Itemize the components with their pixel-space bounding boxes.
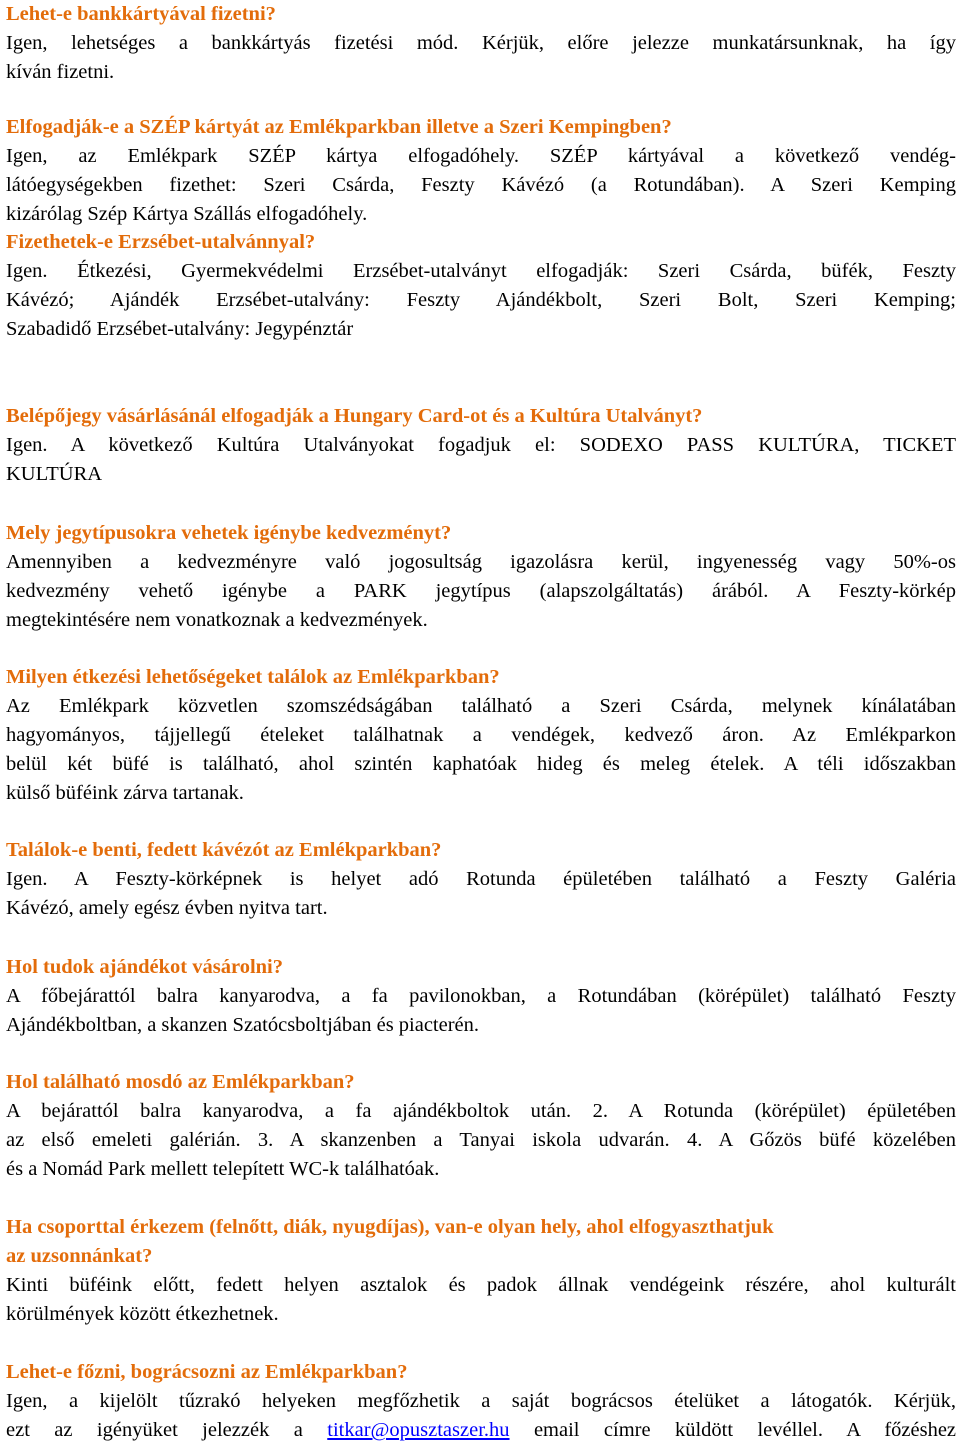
faq-item <box>6 1068 956 1184</box>
answer-line: kedvezmény vehető igénybe a PARK jegytípus (alapszolgáltatás) árából. A Feszty-körkép <box>6 580 956 602</box>
answer-line: Ajándékboltban, a skanzen Szatócsboltjában és piacterén. <box>6 1014 480 1036</box>
faq-item <box>6 228 956 344</box>
faq-question: Mely jegytípusokra vehetek igénybe kedvezményt? <box>6 522 452 544</box>
faq-question: Milyen étkezési lehetőségeket találok az Emlékparkban? <box>6 666 500 688</box>
answer-line: Az Emlékpark közvetlen szomszédságában található a Szeri Csárda, melynek kínálatában <box>6 695 956 717</box>
answer-line: az első emeleti galérián. 3. A skanzenben a Tanyai iskola udvarán. 4. A Gőzös büfé közelében <box>6 1129 956 1151</box>
faq-question: Hol tudok ajándékot vásárolni? <box>6 956 284 978</box>
faq-answer <box>6 29 956 87</box>
answer-line: kíván fizetni. <box>6 61 115 83</box>
answer-line: Kávézó, amely egész évben nyitva tart. <box>6 897 328 919</box>
faq-question: Találok-e benti, fedett kávézót az Emlékparkban? <box>6 839 442 861</box>
answer-line: Igen. A következő Kultúra Utalványokat fogadjuk el: SODEXO PASS KULTÚRA, TICKET <box>6 434 956 456</box>
faq-item <box>6 113 956 229</box>
answer-line: látóegységekben fizethet: Szeri Csárda, Feszty Kávézó (a Rotundában). A Szeri Kemping <box>6 174 956 196</box>
faq-answer <box>6 257 956 344</box>
faq-item <box>6 1213 956 1329</box>
answer-line: Igen. A Feszty-körképnek is helyet adó Rotunda épületében található a Feszty Galéria <box>6 868 956 890</box>
faq-question: Belépőjegy vásárlásánál elfogadják a Hungary Card-ot és a Kultúra Utalványt? <box>6 405 703 427</box>
faq-answer <box>6 142 956 229</box>
answer-line: külső büféink zárva tartanak. <box>6 782 244 804</box>
faq-question: Elfogadják-e a SZÉP kártyát az Emlékparkban illetve a Szeri Kempingben? <box>6 116 672 138</box>
answer-line: A bejárattól balra kanyarodva, a fa ajándékboltok után. 2. A Rotunda (körépület) épületében <box>6 1100 956 1122</box>
answer-line: Igen, az Emlékpark SZÉP kártya elfogadóhely. SZÉP kártyával a következő vendég- <box>6 145 956 167</box>
answer-line: belül két büfé is található, ahol szintén kaphatóak hideg és meleg ételek. A téli időszakban <box>6 753 956 775</box>
faq-item <box>6 1358 956 1445</box>
answer-line: Igen, lehetséges a bankkártyás fizetési mód. Kérjük, előre jelezze munkatársunknak, ha így <box>6 32 956 54</box>
answer-line: Igen, a kijelölt tűzrakó helyeken megfőzhetik a saját bográcsos ételüket a látogatók. Kérjük, <box>6 1390 956 1412</box>
faq-item <box>6 402 956 489</box>
answer-line: A főbejárattól balra kanyarodva, a fa pavilonokban, a Rotundában (körépület) található Feszty <box>6 985 956 1007</box>
faq-answer <box>6 548 956 635</box>
answer-line: Kinti büféink előtt, fedett helyen asztalok és padok állnak vendégeink részére, ahol kulturált <box>6 1274 956 1296</box>
faq-answer <box>6 1387 956 1445</box>
faq-question: Hol található mosdó az Emlékparkban? <box>6 1071 355 1093</box>
answer-line: Szabadidő Erzsébet-utalvány: Jegypénztár <box>6 318 354 340</box>
faq-item <box>6 836 956 923</box>
answer-line: körülmények között étkezhetnek. <box>6 1303 279 1325</box>
answer-line: megtekintésére nem vonatkoznak a kedvezmények. <box>6 609 428 631</box>
answer-line: hagyományos, tájjellegű ételeket találhatnak a vendégek, kedvező áron. Az Emlékparkon <box>6 724 956 746</box>
faq-question: Ha csoporttal érkezem (felnőtt, diák, nyugdíjas), van-e olyan hely, ahol elfogyaszthatjuk <box>6 1216 774 1238</box>
faq-question: Lehet-e főzni, bográcsozni az Emlékparkban? <box>6 1361 408 1383</box>
answer-line: Amennyiben a kedvezményre való jogosultság igazolásra kerül, ingyenesség vagy 50%-os <box>6 551 956 573</box>
faq-answer <box>6 1271 956 1329</box>
faq-answer <box>6 692 956 808</box>
faq-answer <box>6 431 956 489</box>
faq-answer <box>6 1097 956 1184</box>
answer-line: kizárólag Szép Kártya Szállás elfogadóhely. <box>6 203 368 225</box>
answer-line: és a Nomád Park mellett telepített WC-k találhatóak. <box>6 1158 440 1180</box>
faq-item <box>6 519 956 635</box>
answer-line-with-email <box>6 1416 956 1445</box>
answer-text: ezt az igényüket jelezzék a <box>6 1419 303 1441</box>
faq-item <box>6 663 956 808</box>
faq-item <box>6 0 956 87</box>
faq-item <box>6 953 956 1040</box>
faq-question: Fizethetek-e Erzsébet-utalvánnyal? <box>6 231 316 253</box>
answer-text: email címre küldött levéllel. A főzéshez <box>533 1419 956 1441</box>
answer-line: Kávézó; Ajándék Erzsébet-utalvány: Feszty Ajándékbolt, Szeri Bolt, Szeri Kemping; <box>6 289 956 311</box>
faq-question: Lehet-e bankkártyával fizetni? <box>6 3 276 25</box>
faq-answer <box>6 865 956 923</box>
answer-line: KULTÚRA <box>6 463 103 485</box>
answer-line: Igen. Étkezési, Gyermekvédelmi Erzsébet-utalványt elfogadják: Szeri Csárda, büfék, Feszty <box>6 260 956 282</box>
faq-answer <box>6 982 956 1040</box>
faq-question: az uzsonnánkat? <box>6 1245 153 1267</box>
email-link[interactable]: titkar@opusztaszer.hu <box>327 1419 510 1441</box>
